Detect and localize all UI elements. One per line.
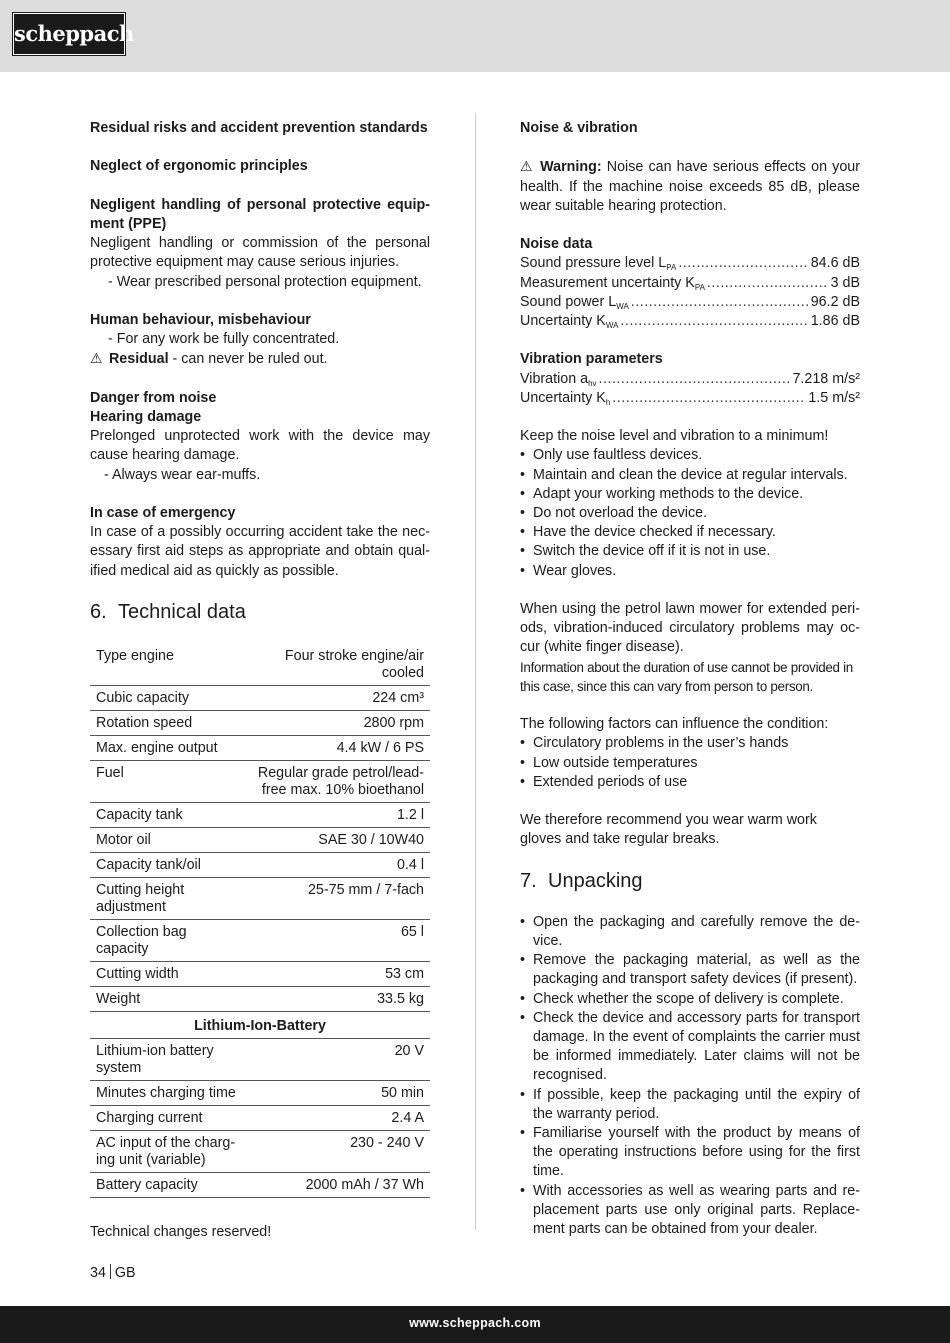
spec-label: Fuel (90, 760, 244, 802)
list-item (520, 274, 860, 293)
item-value: 96.2 dB (810, 293, 860, 310)
website-link[interactable]: www.scheppach.com (409, 1316, 541, 1330)
spec-label: Collection bag capacity (90, 919, 244, 961)
unpacking-heading (520, 869, 860, 893)
list-item (520, 389, 860, 408)
item-label: Uncertainty $K_{WA}$ (520, 313, 619, 330)
table-row (90, 986, 430, 1011)
list-item (520, 312, 860, 331)
list-item: • Maintain and clean the device at regular intervals. (520, 466, 860, 485)
spec-label: Type engine (90, 644, 244, 686)
dot-leader (678, 254, 808, 273)
residual-bold: Residual (108, 351, 169, 368)
noise-vibration-heading: Noise & vibration (520, 120, 638, 136)
item-value: 84.6 dB (810, 255, 860, 272)
spec-value: 20 V (244, 1038, 430, 1080)
table-row (90, 1130, 430, 1172)
factors-list (520, 734, 860, 792)
list-item: • Open the packaging and carefully remove the de-vice. (520, 913, 860, 951)
page-number (90, 1264, 136, 1283)
column-divider (475, 113, 476, 1230)
spec-value: 2000 mAh / 37 Wh (244, 1172, 430, 1197)
spec-value: SAE 30 / 10W40 (244, 827, 430, 852)
spec-value: 33.5 kg (244, 986, 430, 1011)
ppe-item: - Wear prescribed personal protection equipment. (108, 273, 422, 290)
item-label: Vibration $a_{hv}$ (520, 370, 597, 388)
extended-use-section (520, 600, 860, 696)
dot-leader (612, 389, 806, 408)
spec-label: Charging current (90, 1105, 244, 1130)
residual-risks-heading: Residual risks and accident prevention standards (90, 120, 428, 136)
list-item: • Check the device and accessory parts for transport damage. In the event of complaints the carrier must be informed immediately. Later claims will not be recognised. (520, 1009, 860, 1086)
table-row (90, 802, 430, 827)
recommend-text: We therefore recommend you wear warm work gloves and take regular breaks. (520, 812, 817, 848)
list-item: • Switch the device off if it is not in use. (520, 542, 860, 561)
factors-section (520, 715, 860, 792)
spec-value: 53 cm (244, 961, 430, 986)
hearing-item: - Always wear ear-muffs. (104, 466, 261, 483)
list-item: • Extended periods of use (520, 773, 860, 792)
emergency-section (90, 504, 430, 581)
table-row (90, 1172, 430, 1197)
table-row (90, 961, 430, 986)
emergency-text: In case of a possibly occurring accident take the nec-essary first aid steps as appropriate and obtain qual-ified medical aid as quickly as possible. (90, 524, 430, 579)
spec-value: 65 l (244, 919, 430, 961)
spec-label: Max. engine output (90, 735, 244, 760)
spec-value: 230 - 240 V (244, 1130, 430, 1172)
list-item (520, 293, 860, 312)
list-item (520, 370, 860, 389)
behaviour-heading: Human behaviour, misbehaviour (90, 311, 311, 328)
noise-data-section (520, 235, 860, 331)
behaviour-section (90, 311, 430, 370)
vibration-section (520, 350, 860, 408)
item-label: Sound power $L_{WA}$ (520, 293, 629, 311)
table-row (90, 877, 430, 919)
spec-value: 4.4 kW / 6 PS (244, 735, 430, 760)
table-row (90, 760, 430, 802)
scheppach-logo: scheppach (13, 13, 125, 55)
spec-value: Four stroke engine/air cooled (244, 644, 430, 686)
ppe-text: Negligent handling or commission of the personal protective equipment may cause serious injuries. (90, 235, 430, 271)
spec-label: Weight (90, 986, 244, 1011)
warning-triangle-icon: ⚠ (520, 158, 533, 175)
list-item: • Only use faultless devices. (520, 446, 860, 465)
warning-label: Warning: (540, 159, 602, 176)
dot-leader (620, 312, 808, 331)
item-value: 1.86 dB (810, 313, 860, 329)
spec-value: 0.4 l (244, 852, 430, 877)
technical-data-table (90, 644, 430, 1198)
behaviour-item: - For any work be fully concentrated. (108, 331, 340, 348)
spec-label: Rotation speed (90, 710, 244, 735)
dot-leader (631, 293, 809, 312)
table-row (90, 685, 430, 710)
item-value: 3 dB (830, 274, 860, 291)
ergonomic-heading: Neglect of ergonomic principles (90, 158, 308, 175)
spec-label: Capacity tank (90, 802, 244, 827)
noise-data-heading: Noise data (520, 236, 593, 253)
spec-value: 224 cm³ (244, 685, 430, 710)
list-item: • Familiarise yourself with the product by means of the operating instructions before using for the first time. (520, 1124, 860, 1182)
spec-label: Minutes charging time (90, 1080, 244, 1105)
unpacking-list (520, 913, 860, 1239)
page-num: 34 (90, 1265, 106, 1281)
section-number: 6. (90, 600, 107, 623)
spec-label: Cutting height adjustment (90, 877, 244, 919)
residual-line (90, 349, 430, 369)
dot-leader (599, 370, 791, 389)
table-row (90, 919, 430, 961)
table-row (90, 852, 430, 877)
dot-leader (707, 274, 829, 293)
noise-data-list (520, 254, 860, 331)
keep-minimum-list (520, 446, 860, 580)
vibration-heading: Vibration parameters (520, 351, 663, 368)
item-value: 1.5 m/s² (808, 389, 860, 406)
page-header (0, 0, 950, 72)
spec-value: 2800 rpm (244, 710, 430, 735)
spec-label: Cubic capacity (90, 685, 244, 710)
spec-label: AC input of the charg-ing unit (variable) (90, 1130, 244, 1172)
spec-value: Regular grade petrol/lead-free max. 10% bioethanol (244, 760, 430, 802)
list-item: • With accessories as well as wearing parts and re-placement parts use only original parts. Replace-ment parts can be obtained from your dealer. (520, 1182, 860, 1240)
technical-changes-note: Technical changes reserved! (90, 1223, 272, 1240)
technical-data-heading (90, 600, 430, 624)
battery-section-heading: Lithium-Ion-Battery (90, 1011, 430, 1038)
spec-label: Motor oil (90, 827, 244, 852)
list-item: • Low outside temperatures (520, 754, 860, 773)
spec-label: Capacity tank/oil (90, 852, 244, 877)
item-label: Sound pressure level $L_{PA}$ (520, 255, 677, 273)
residual-rest: - can never be ruled out. (168, 351, 328, 368)
table-row (90, 710, 430, 735)
factors-text: The following factors can influence the condition: (520, 716, 829, 733)
page-footer (0, 1306, 950, 1343)
emergency-heading: In case of emergency (90, 504, 236, 521)
ppe-section (90, 196, 430, 292)
hearing-heading: Hearing damage (90, 408, 202, 425)
item-value: 7.218 m/s² (792, 370, 860, 387)
list-item: • Circulatory problems in the user’s hands (520, 734, 860, 753)
list-item: • Have the device checked if necessary. (520, 523, 860, 542)
list-item: • Wear gloves. (520, 562, 860, 581)
section-number: 7. (520, 869, 537, 892)
list-item (520, 254, 860, 273)
warning-text: Noise can have serious effects on your health. If the machine noise exceeds 85 dB, please wear suitable hearing protection. (520, 159, 860, 214)
spec-value: 2.4 A (244, 1105, 430, 1130)
noise-danger-heading: Danger from noise (90, 389, 217, 406)
table-row (90, 1105, 430, 1130)
separator (110, 1264, 111, 1279)
section-title: Technical data (118, 600, 246, 623)
list-item: • Do not overload the device. (520, 504, 860, 523)
noise-warning (520, 157, 860, 216)
duration-text: Information about the duration of use cannot be provided in this case, since this can vary from person to person. (520, 659, 853, 694)
warning-triangle-icon: ⚠ (90, 350, 103, 367)
table-row (90, 827, 430, 852)
battery-section-row (90, 1011, 430, 1038)
spec-label: Battery capacity (90, 1172, 244, 1197)
item-label: Uncertainty $K_h$ (520, 389, 611, 407)
spec-label: Cutting width (90, 961, 244, 986)
table-row (90, 1038, 430, 1080)
hearing-text: Prelonged unprotected work with the device may cause hearing damage. (90, 428, 430, 464)
keep-minimum-section (520, 427, 860, 581)
vibration-list (520, 370, 860, 408)
right-column (520, 119, 860, 1239)
spec-value: 1.2 l (244, 802, 430, 827)
keep-minimum-text: Keep the noise level and vibration to a minimum! (520, 428, 829, 445)
list-item: • Remove the packaging material, as well as the packaging and transport safety devices (if present). (520, 951, 860, 989)
table-row (90, 1080, 430, 1105)
noise-danger-section (90, 389, 430, 485)
item-label: Measurement uncertainty $K_{PA}$ (520, 274, 705, 292)
spec-label: Lithium-ion battery system (90, 1038, 244, 1080)
ppe-heading: Negligent handling of personal protective equip-ment (PPE) (90, 196, 430, 232)
language-code: GB (114, 1265, 136, 1281)
spec-value: 25-75 mm / 7-fach (244, 877, 430, 919)
list-item: • Check whether the scope of delivery is complete. (520, 990, 860, 1009)
list-item: • If possible, keep the packaging until the expiry of the warranty period. (520, 1086, 860, 1124)
table-row (90, 644, 430, 686)
spec-value: 50 min (244, 1080, 430, 1105)
table-row (90, 735, 430, 760)
list-item: • Adapt your working methods to the device. (520, 485, 860, 504)
section-title: Unpacking (548, 869, 643, 892)
extended-use-text: When using the petrol lawn mower for extended peri-ods, vibration-induced circulatory problems may oc-cur (white finger disease). (520, 601, 860, 656)
left-column (90, 119, 430, 1242)
